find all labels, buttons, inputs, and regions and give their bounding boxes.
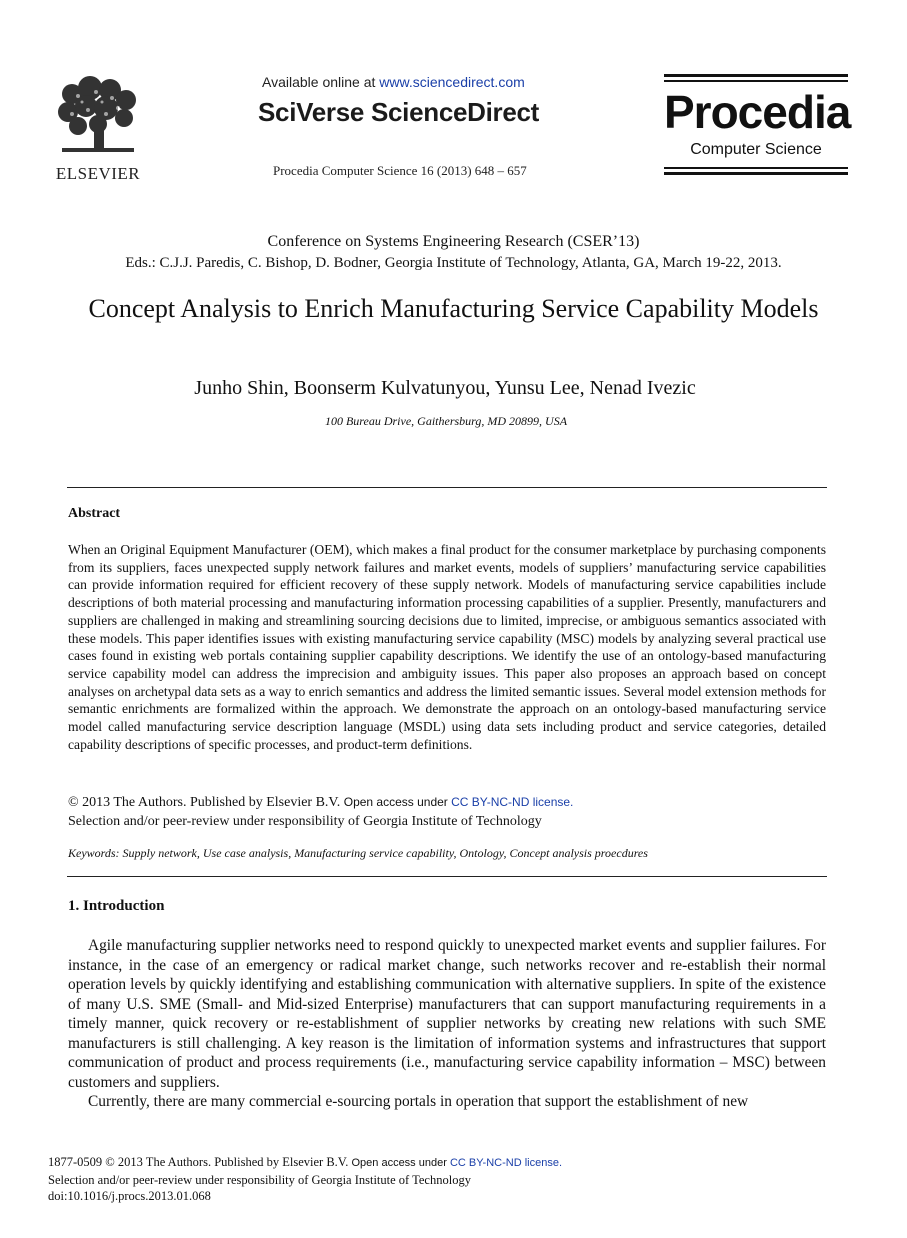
elsevier-tree-icon	[52, 74, 144, 158]
peer-review-line: Selection and/or peer-review under responsibility of Georgia Institute of Technology	[68, 814, 542, 829]
footer-copyright	[48, 1154, 748, 1172]
section-heading-introduction: 1. Introduction	[68, 898, 165, 914]
procedia-logo	[664, 74, 851, 176]
abstract-heading: Abstract	[68, 506, 121, 521]
copyright-text: © 2013 The Authors. Published by Elsevier B.V.	[68, 795, 344, 810]
paper-authors: Junho Shin, Boonserm Kulvatunyou, Yunsu Lee, Nenad Ivezic	[194, 377, 696, 399]
available-prefix: Available online at	[262, 74, 380, 90]
footer-issn-text: 1877-0509 © 2013 The Authors. Published by Elsevier B.V.	[48, 1155, 352, 1169]
introduction-body	[68, 936, 826, 1112]
footer-peer-review: Selection and/or peer-review under responsibility of Georgia Institute of Technology	[48, 1172, 471, 1187]
paragraph: Agile manufacturing supplier networks need to respond quickly to unexpected market events and supplier failures. For instance, in the case of an emergency or radical market change, such networks recover and re-establish their normal operation levels by quickly identifying and establishing communication with alternative suppliers. In spite of the existence of many U.S. SME (Small- and Mid-sized Enterprise) manufacturers that can support manufacturing requirements in a timely manner, quick recovery or re-establishment of supplier networks by creating new relations with such SME manufacturers is still challenging. A key reason is the limitation of information systems and infrastructures that support communication of product and process requirements (i.e., manufacturing service capability information – MSC) between customers and suppliers.	[68, 937, 826, 1091]
divider	[67, 876, 827, 877]
footer-open-access: Open access under	[351, 1157, 450, 1169]
journal-citation: Procedia Computer Science 16 (2013) 648 – 657	[273, 163, 527, 178]
platform-wordmark: SciVerse ScienceDirect	[258, 97, 540, 127]
logo-rule	[664, 167, 848, 169]
sciencedirect-link[interactable]: www.sciencedirect.com	[379, 74, 525, 90]
footer-license-link[interactable]: CC BY-NC-ND license.	[449, 1157, 562, 1169]
logo-rule	[664, 74, 848, 77]
abstract-body: When an Original Equipment Manufacturer (OEM), which makes a final product for the consumer marketplace by purchasing components from its suppliers, faces unexpected supply network failures and market events, models of suppliers’ manufacturing service capabilities can provide information required for efficient recovery of these supply network. Models of manufacturing service capabilities include descriptions of both material processing and manufacturing information processing capabilities of a supplier. Presently, manufacturers and suppliers are challenged in making and streamlining sourcing decisions due to limited, imprecise, or ambiguous semantics associated with these models. This paper identifies issues with existing manufacturing service capability (MSC) models by analyzing several practical use cases found in existing web portals containing supplier capability descriptions. We identify the use of an ontology-based manufacturing service capability model can address the imprecision and ambiguity issues. This paper also proposes an approach based on concept analyses on archetypal data sets as a way to enrich semantics and address the limited semantic issues. Several model extension methods for semantic enrichments are formalized within the approach. We demonstrate the approach on an ontology-based manufacturing service model called manufacturing service description language (MSDL) using data sets including product and service categories, detailed capability descriptions of specific processes, and product-term definitions.	[68, 542, 826, 752]
paper-title: Concept Analysis to Enrich Manufacturing Service Capability Models	[88, 294, 819, 323]
journal-subtitle: Computer Science	[690, 141, 822, 158]
paragraph: Currently, there are many commercial e-sourcing portals in operation that support the establishment of new	[88, 1093, 749, 1110]
footer-doi: doi:10.1016/j.procs.2013.01.068	[48, 1189, 211, 1203]
elsevier-logo	[52, 74, 144, 183]
copyright-line	[68, 793, 828, 812]
publisher-wordmark: ELSEVIER	[55, 164, 141, 183]
available-online	[262, 74, 525, 90]
copyright-block	[68, 793, 828, 831]
logo-rule	[664, 80, 848, 82]
page-footer	[48, 1154, 748, 1205]
journal-brand: Procedia	[664, 86, 851, 138]
keywords: Keywords: Supply network, Use case analysis, Manufacturing service capability, Ontology, Concept analysis proecdures	[68, 846, 648, 860]
open-access-text: Open access under	[343, 795, 452, 809]
divider	[67, 487, 827, 488]
conference-title: Conference on Systems Engineering Research (CSER’13)	[267, 233, 640, 250]
logo-rule	[664, 172, 848, 175]
conference-editors: Eds.: C.J.J. Paredis, C. Bishop, D. Bodner, Georgia Institute of Technology, Atlanta, GA, March 19-22, 2013.	[125, 255, 782, 271]
author-affiliation: 100 Bureau Drive, Gaithersburg, MD 20899, USA	[324, 414, 568, 428]
license-link[interactable]: CC BY-NC-ND license.	[451, 795, 574, 809]
